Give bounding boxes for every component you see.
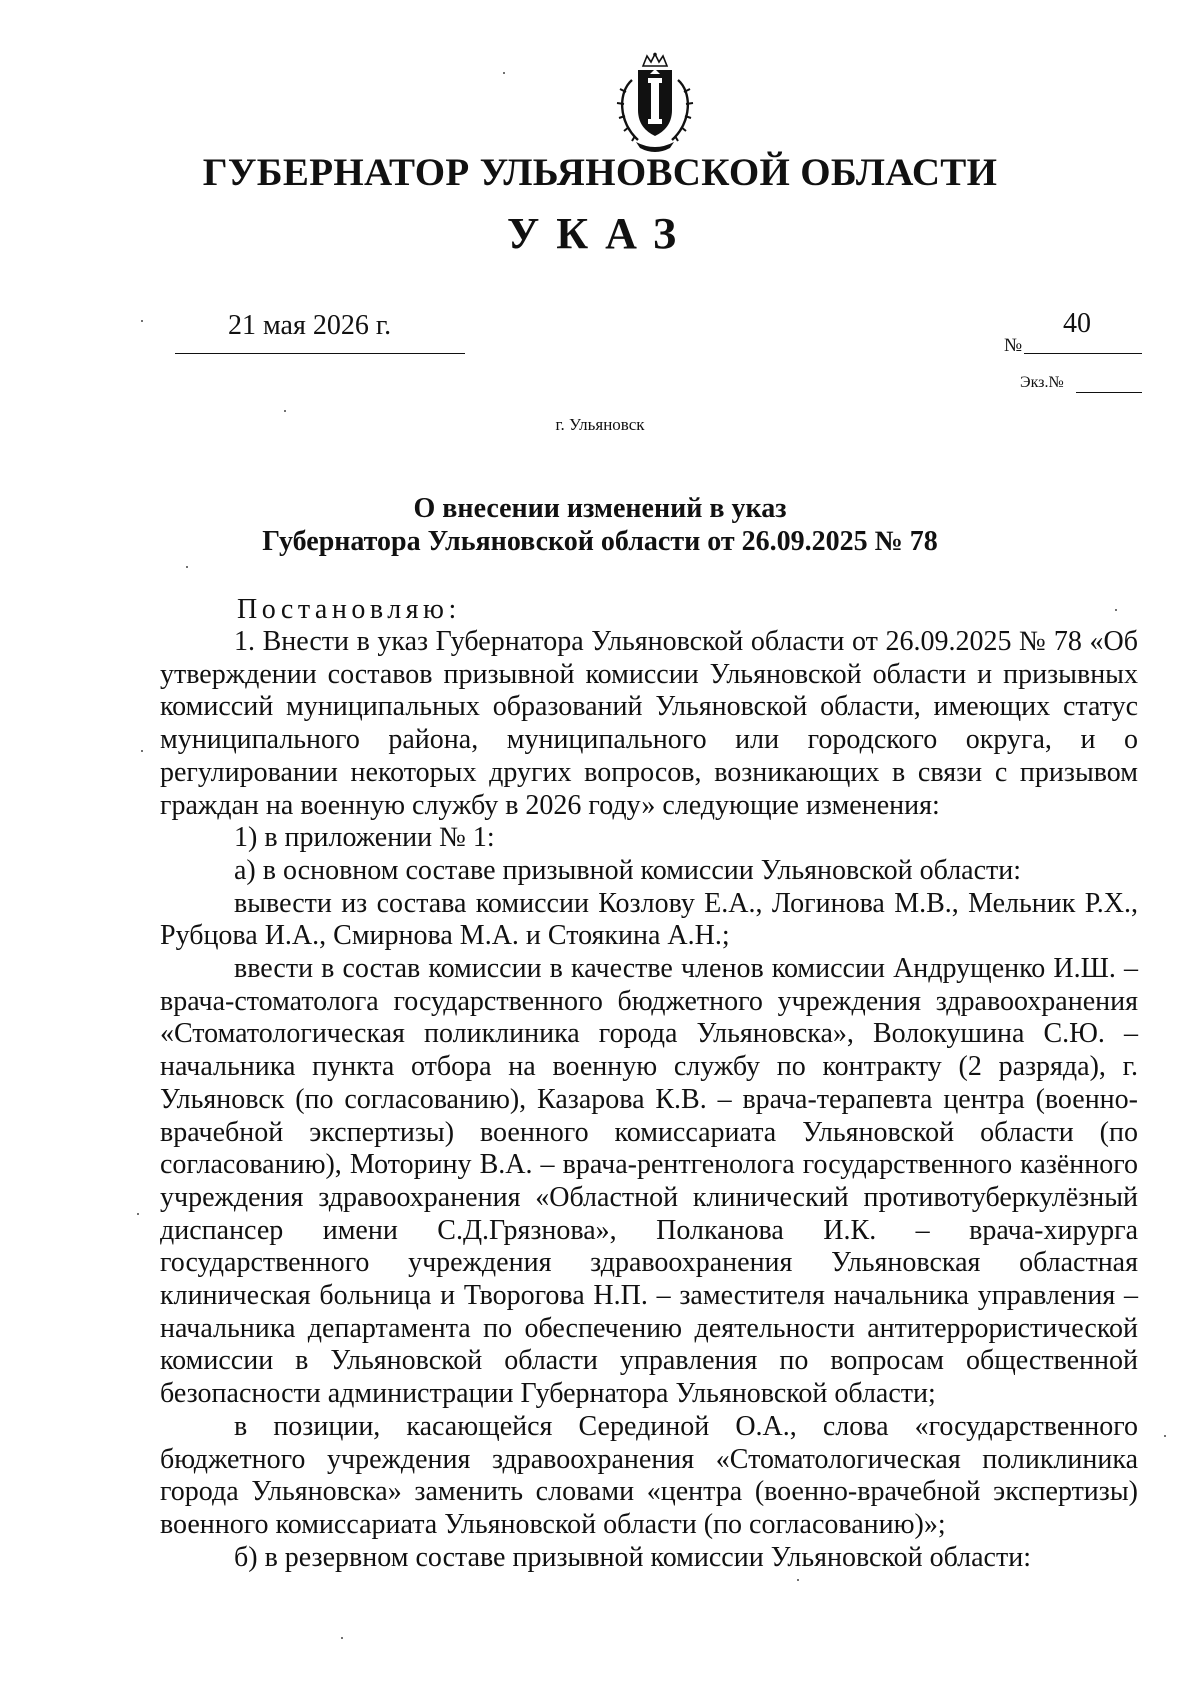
decree-date: 21 мая 2026 г. xyxy=(228,310,392,341)
scan-speck xyxy=(797,1579,799,1581)
copy-number-underline xyxy=(1076,392,1142,393)
scan-speck xyxy=(137,1213,139,1215)
scan-speck xyxy=(284,410,286,412)
date-underline xyxy=(175,353,465,354)
decree-body xyxy=(160,626,1138,1574)
coat-of-arms-emblem xyxy=(610,52,700,156)
body-paragraph: ввести в состав комиссии в качестве членов комиссии Андрущенко И.Ш. – врача-стоматолога государственного бюджетного учреждения здравоохранения «Стоматологическая поликлиника города Ульяновска», Волокушина С.Ю. – начальника пункта отбора на военную службу по контракту (2 разряда), г. Ульяновск (по согласованию), Казарова К.В. – врача-терапевта центра (военно-врачебной экспертизы) военного комиссариата Ульяновской области (по согласованию), Моторину В.А. – врача-рентгенолога государственного казённого учреждения здравоохранения «Областной клинический противотуберкулёзный диспансер имени С.Д.Грязнова», Полканова И.К. – врача-хирурга государственного учреждения здравоохранения Ульяновская областная клиническая больница и Творогова Н.П. – заместителя начальника управления – начальника департамента по обеспечению деятельности антитеррористической комиссии в Ульяновской области управления по вопросам общественной безопасности администрации Губернатора Ульяновской области; xyxy=(160,953,1138,1410)
subject-line-2: Губернатора Ульяновской области от 26.09.2025 № 78 xyxy=(262,526,938,557)
body-paragraph: вывести из состава комиссии Козлову Е.А., Логинова М.В., Мельник Р.Х., Рубцова И.А., Смирнова М.А. и Стоякина А.Н.; xyxy=(160,887,1138,952)
body-paragraph: б) в резервном составе призывной комиссии Ульяновской области: xyxy=(234,1541,1031,1573)
decree-number: 40 xyxy=(1063,308,1091,339)
scan-speck xyxy=(1164,1435,1166,1437)
number-label: № xyxy=(1004,335,1023,356)
organization-title: ГУБЕРНАТОР УЛЬЯНОВСКОЙ ОБЛАСТИ xyxy=(202,151,998,194)
scan-speck xyxy=(141,750,143,752)
scan-speck xyxy=(1115,609,1117,611)
subject-line-1: О внесении изменений в указ xyxy=(413,493,787,524)
body-paragraph: 1. Внести в указ Губернатора Ульяновской области от 26.09.2025 № 78 «Об утверждении составов призывной комиссии Ульяновской области и призывных комиссий муниципальных образований Ульяновской области, имеющих статус муниципального района, муниципального или городского округа, и о регулировании некоторых других вопросов, возникающих в связи с призывом граждан на военную службу в 2026 году» следующие изменения: xyxy=(160,626,1138,821)
document-type-title: УКАЗ xyxy=(506,209,694,258)
body-paragraph: 1) в приложении № 1: xyxy=(234,822,495,854)
place-of-issue: г. Ульяновск xyxy=(555,415,645,434)
number-underline xyxy=(1024,353,1142,354)
scan-speck xyxy=(341,1637,343,1639)
decree-subject xyxy=(0,492,1200,558)
body-paragraph: в позиции, касающейся Серединой О.А., слова «государственного бюджетного учреждения здравоохранения «Стоматологическая поликлиника города Ульяновска» заменить словами «центра (военно-врачебной экспертизы) военного комиссариата Ульяновской области (по согласованию)»; xyxy=(160,1410,1138,1540)
scan-speck xyxy=(503,72,505,74)
body-paragraph: а) в основном составе призывной комиссии Ульяновской области: xyxy=(234,854,1022,886)
decree-operative-word: Постановляю: xyxy=(237,594,461,625)
scan-speck xyxy=(186,566,188,568)
scan-speck xyxy=(141,320,143,322)
copy-number-label: Экз.№ xyxy=(1020,374,1064,391)
